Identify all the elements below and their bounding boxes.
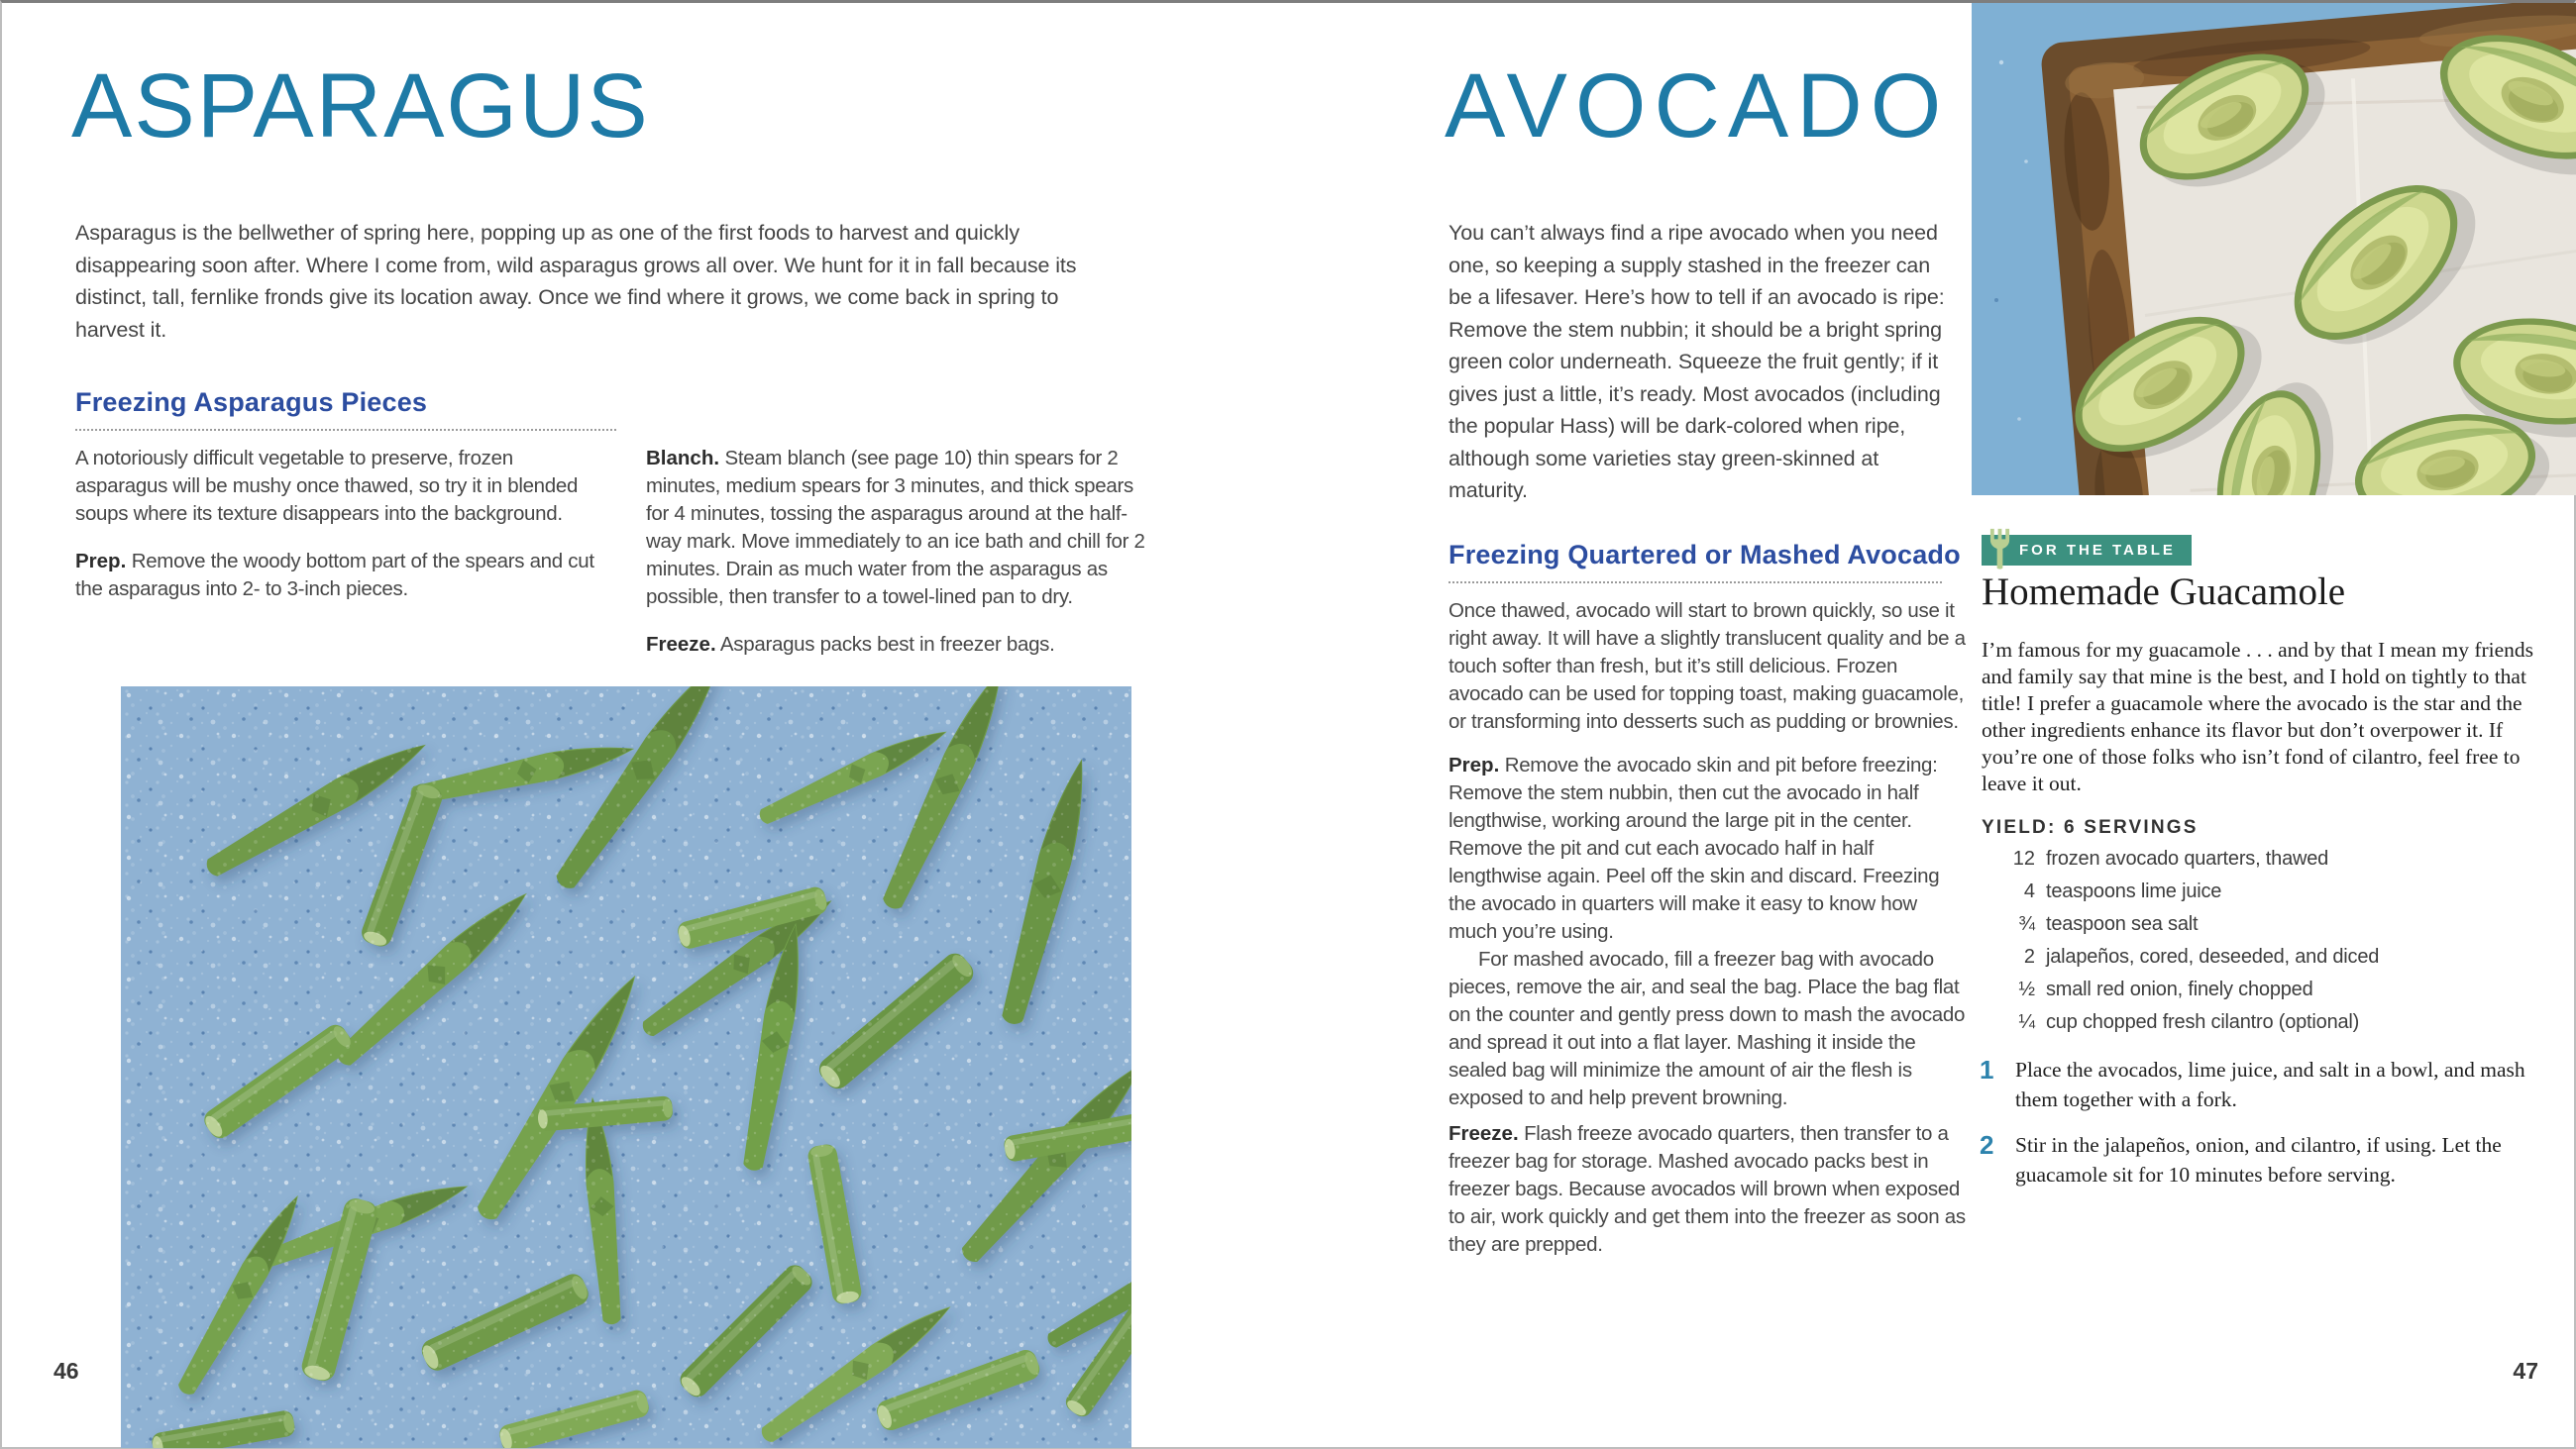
fork-icon <box>1988 527 2011 570</box>
step-text: Stir in the jalapeños, onion, and cilantro, if using. Let the guacamole sit for 10 minutes before serving. <box>2015 1133 2502 1187</box>
ingredient-qty: ½ <box>2018 979 2035 1000</box>
for-the-table-badge <box>1982 535 2192 566</box>
ingredient-qty: 4 <box>2023 880 2035 902</box>
section-heading-freezing-avocado: Freezing Quartered or Mashed Avocado <box>1449 540 1961 569</box>
page-title-avocado: AVOCADO <box>1445 55 1950 156</box>
avocado-intro: You can’t always find a ripe avocado when you need one, so keeping a supply stashed in the freezer can be a lifesaver. Here’s how to tell if an avocado is ripe: Remove the stem nubbin; it should be a bright spring green color underneath. Squeeze the fruit gently; if it gives just a little, it’s ready. Most avocados (including the popular Hass) will be dark-colored when ripe, although some varieties stay green-skinned at maturity. <box>1449 221 1945 502</box>
ingredient-name: cup chopped fresh cilantro (optional) <box>2046 1011 2360 1033</box>
section-heading-freezing-asparagus: Freezing Asparagus Pieces <box>75 387 428 417</box>
avocado-photo <box>1972 3 2576 495</box>
recipe-yield: YIELD: 6 SERVINGS <box>1982 817 2199 838</box>
ingredient-name: frozen avocado quarters, thawed <box>2046 848 2329 870</box>
avocado-prep-paragraph <box>1449 752 1966 946</box>
recipe-title: Homemade Guacamole <box>1982 570 2346 613</box>
ingredient-row <box>1982 980 2542 1000</box>
step-number: 1 <box>1980 1055 1994 1085</box>
ingredient-list <box>1982 849 2542 1045</box>
recipe-step <box>1980 1055 2546 1114</box>
avocado-body-paragraph: Once thawed, avocado will start to brown quickly, so use it right away. It will have a slightly translucent quality and be a touch softer than fresh, but it’s still delicious. Frozen avocado can be used for topping toast, making guacamole, or transforming into desserts such as pudding or brownies. <box>1449 599 1966 733</box>
freeze-leadin: Freeze. <box>646 633 716 656</box>
blanch-text: Steam blanch (see page 10) thin spears for 2 minutes, medium spears for 3 minutes, and thick spears for 4 minutes, tossing the asparagus around at the half-way mark. Move immediately to an ice bath and chill for 2 minutes. Drain as much water from the asparagus as possible, then transfer to a towel-lined pan to dry. <box>646 447 1145 608</box>
recipe-steps <box>1980 1055 2546 1190</box>
ingredient-row <box>1982 849 2542 870</box>
ingredient-row <box>1982 881 2542 902</box>
avocado-freeze-paragraph <box>1449 1120 1966 1259</box>
ingredient-qty: ¾ <box>2018 913 2035 935</box>
ingredient-qty: ¼ <box>2018 1011 2035 1033</box>
avocado-prep-paragraph-2: For mashed avocado, fill a freezer bag with avocado pieces, remove the air, and seal the bag. Place the bag flat on the counter and gently press down to mash the avocado and spread it out into a flat layer. Mashing it inside the sealed bag will minimize the amount of air the flesh is exposed to and help prevent browning. <box>1449 948 1966 1109</box>
page-number-left: 46 <box>54 1358 79 1384</box>
asparagus-body-paragraph: A notoriously difficult vegetable to preserve, frozen asparagus will be mushy once thawed, so try it in blended soups where its texture disappears into the background. <box>75 447 579 525</box>
asparagus-column-1 <box>75 445 602 603</box>
asparagus-column-2 <box>646 445 1146 659</box>
ingredient-name: small red onion, finely chopped <box>2046 979 2313 1000</box>
ingredient-qty: 12 <box>2012 848 2035 870</box>
prep-leadin: Prep. <box>75 550 127 572</box>
recipe-step <box>1980 1130 2546 1190</box>
ingredient-row <box>1982 1012 2542 1033</box>
ingredient-row <box>1982 914 2542 935</box>
ingredient-qty: 2 <box>2023 946 2035 968</box>
avocado-prep-block <box>1449 752 1966 1112</box>
ingredient-name: jalapeños, cored, deseeded, and diced <box>2046 946 2380 968</box>
freeze-text: Flash freeze avocado quarters, then transfer to a freezer bag for storage. Mashed avocado packs best in freezer bags. Because avocados will brown when exposed to air, work quickly and get them into the freezer as soon as they are prepped. <box>1449 1122 1966 1256</box>
ingredient-name: teaspoons lime juice <box>2046 880 2222 902</box>
page-number-right: 47 <box>2513 1358 2538 1384</box>
dotted-rule <box>75 429 616 431</box>
recipe-intro: I’m famous for my guacamole . . . and by that I mean my friends and family say that mine is the best, and I hold on tightly to that title! I prefer a guacamole where the avocado is the star and the other ingredients enhance its flavor but don’t overpower it. If you’re one of those folks who isn’t fond of cilantro, feel free to leave it out. <box>1982 638 2534 795</box>
blanch-leadin: Blanch. <box>646 447 720 469</box>
step-text: Place the avocados, lime juice, and salt in a bowl, and mash them together with a fork. <box>2015 1058 2525 1111</box>
ingredient-row <box>1982 947 2542 968</box>
freeze-leadin: Freeze. <box>1449 1122 1519 1145</box>
ingredient-name: teaspoon sea salt <box>2046 913 2199 935</box>
asparagus-photo <box>121 686 1131 1448</box>
prep-text: Remove the avocado skin and pit before freezing: Remove the stem nubbin, then cut the avocado in half lengthwise, working around the large pit in the center. Remove the pit and cut each avocado half in half lengthwise again. Peel off the skin and discard. Freezing the avocado in quarters will make it easy to know how much you’re using. <box>1449 754 1940 943</box>
prep-text: Remove the woody bottom part of the spears and cut the asparagus into 2- to 3-inch pieces. <box>75 550 594 600</box>
asparagus-prep-paragraph <box>75 548 602 603</box>
step-number: 2 <box>1980 1130 1994 1160</box>
asparagus-intro: Asparagus is the bellwether of spring here, popping up as one of the first foods to harvest and quickly disappearing soon after. Where I come from, wild asparagus grows all over. We hunt for it in fall because its distinct, tall, fernlike fronds give its location away. Once we find where it grows, we come back in spring to harvest it. <box>75 221 1077 342</box>
badge-label: FOR THE TABLE <box>2019 542 2176 559</box>
dotted-rule <box>1449 581 1942 583</box>
freeze-text: Asparagus packs best in freezer bags. <box>719 633 1055 656</box>
page-title-asparagus: ASPARAGUS <box>71 55 650 156</box>
asparagus-blanch-paragraph <box>646 445 1146 611</box>
prep-leadin: Prep. <box>1449 754 1500 776</box>
asparagus-freeze-paragraph <box>646 631 1146 659</box>
